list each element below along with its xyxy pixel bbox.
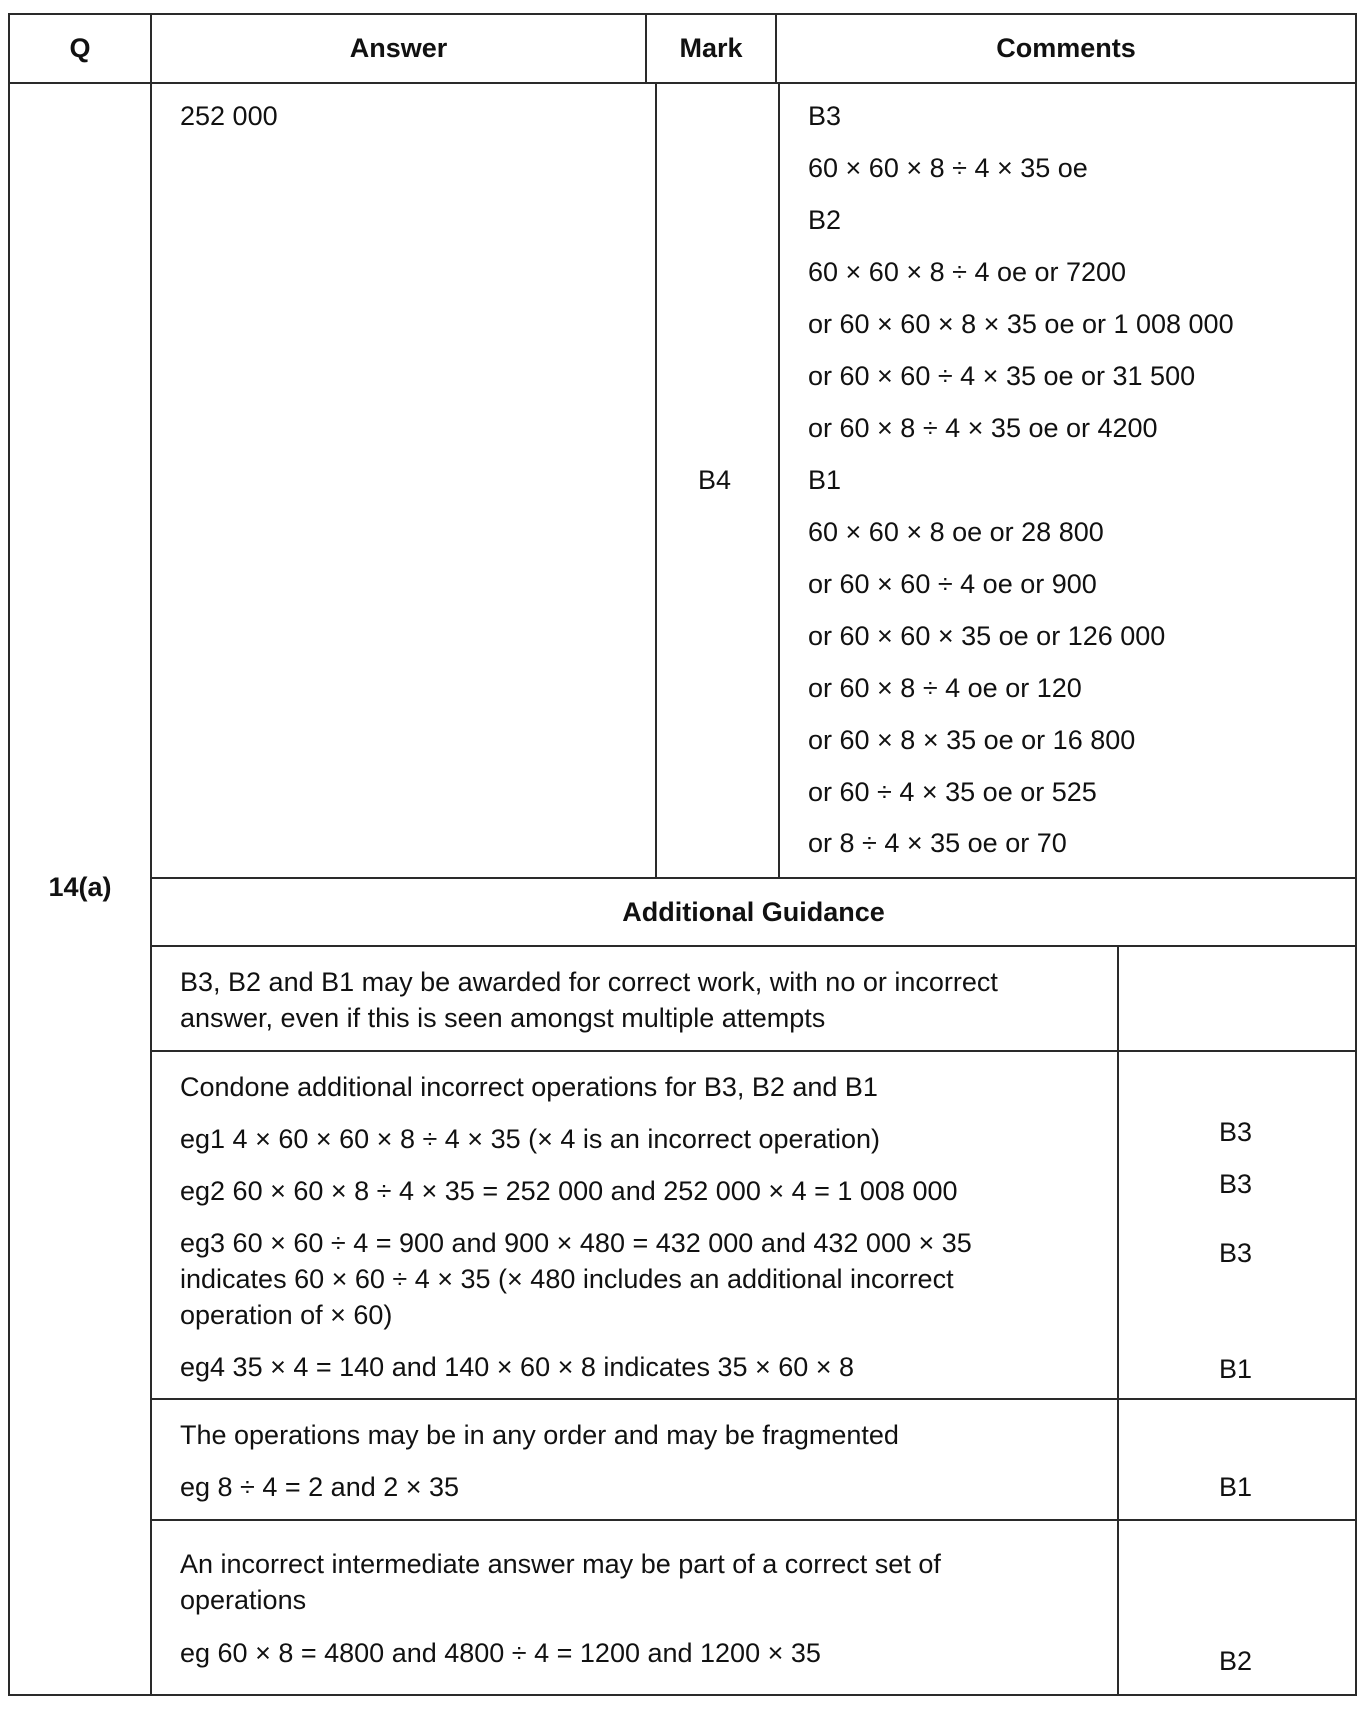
guidance-block3-bottom (150, 1519, 1357, 1521)
comment-line: or 60 ÷ 4 × 35 oe or 525 (808, 777, 1097, 807)
header-answer: Answer (349, 33, 448, 63)
guidance-eg3-line1: eg3 60 × 60 ÷ 4 = 900 and 900 × 480 = 432 000 and 432 000 × 35 (180, 1228, 972, 1258)
comment-line: 60 × 60 × 8 ÷ 4 × 35 oe (808, 153, 1088, 183)
header-q: Q (69, 33, 91, 63)
comment-line: or 60 × 60 ÷ 4 oe or 900 (808, 569, 1097, 599)
header-mark: Mark (679, 33, 743, 63)
comment-line: or 8 ÷ 4 × 35 oe or 70 (808, 828, 1067, 858)
guidance-block4-eg: eg 60 × 8 = 4800 and 4800 ÷ 4 = 1200 and 1200 × 35 (180, 1638, 821, 1668)
guidance-block1-text: B3, B2 and B1 may be awarded for correct work, with no or incorrect answer, even if this is seen amongst multiple attempts (180, 967, 998, 1033)
comment-line: B3 (808, 101, 842, 131)
mark-comments-divider (778, 82, 780, 878)
guidance-eg3-line2: indicates 60 × 60 ÷ 4 × 35 (× 480 includes an additional incorrect (180, 1264, 954, 1294)
guidance-eg1: eg1 4 × 60 × 60 × 8 ÷ 4 × 35 (× 4 is an incorrect operation) (180, 1124, 881, 1154)
answer-mark-divider (655, 82, 657, 878)
guidance-eg2: eg2 60 × 60 × 8 ÷ 4 × 35 = 252 000 and 252 000 × 4 = 1 008 000 (180, 1176, 958, 1206)
guidance-block3-heading: The operations may be in any order and may be fragmented (180, 1420, 899, 1450)
guidance-block1-bottom (150, 1050, 1357, 1052)
guidance-block2-bottom (150, 1398, 1357, 1400)
guidance-block4-mark: B2 (1219, 1646, 1253, 1676)
q-column-divider (150, 13, 152, 1696)
header-bottom-border (8, 82, 1357, 84)
comment-line: B1 (808, 465, 842, 495)
comment-line: B2 (808, 205, 842, 235)
table-top-border (8, 13, 1357, 15)
comment-line: or 60 × 8 ÷ 4 × 35 oe or 4200 (808, 413, 1158, 443)
answer-value: 252 000 (180, 101, 278, 131)
main-row-bottom-border (150, 877, 1357, 879)
table-right-border (1355, 13, 1357, 1696)
guidance-eg3-line3: operation of × 60) (180, 1300, 393, 1330)
question-number: 14(a) (48, 872, 112, 902)
guidance-block3-eg: eg 8 ÷ 4 = 2 and 2 × 35 (180, 1472, 460, 1502)
guidance-eg1-mark: B3 (1219, 1117, 1253, 1147)
table-bottom-border (8, 1694, 1357, 1696)
comment-line: 60 × 60 × 8 ÷ 4 oe or 7200 (808, 257, 1127, 287)
guidance-block4-heading: An incorrect intermediate answer may be part of a correct set of operations (180, 1549, 941, 1615)
mark-value: B4 (698, 465, 732, 495)
comment-line: or 60 × 60 ÷ 4 × 35 oe or 31 500 (808, 361, 1196, 391)
guidance-eg4-mark: B1 (1219, 1354, 1253, 1384)
comment-line: or 60 × 8 × 35 oe or 16 800 (808, 725, 1136, 755)
guidance-title-bottom-border (150, 945, 1357, 947)
comment-line: 60 × 60 × 8 oe or 28 800 (808, 517, 1104, 547)
table-left-border (8, 13, 10, 1696)
comment-line: or 60 × 60 × 35 oe or 126 000 (808, 621, 1166, 651)
comment-line: or 60 × 60 × 8 × 35 oe or 1 008 000 (808, 309, 1234, 339)
header-comments: Comments (996, 33, 1136, 63)
guidance-mark-divider (1117, 945, 1119, 1696)
guidance-block3-mark: B1 (1219, 1472, 1253, 1502)
guidance-eg2-mark: B3 (1219, 1169, 1253, 1199)
comment-line: or 60 × 8 ÷ 4 oe or 120 (808, 673, 1082, 703)
guidance-title: Additional Guidance (622, 897, 885, 927)
guidance-eg3-mark: B3 (1219, 1238, 1253, 1268)
guidance-eg4: eg4 35 × 4 = 140 and 140 × 60 × 8 indicates 35 × 60 × 8 (180, 1352, 855, 1382)
guidance-block2-heading: Condone additional incorrect operations for B3, B2 and B1 (180, 1072, 878, 1102)
